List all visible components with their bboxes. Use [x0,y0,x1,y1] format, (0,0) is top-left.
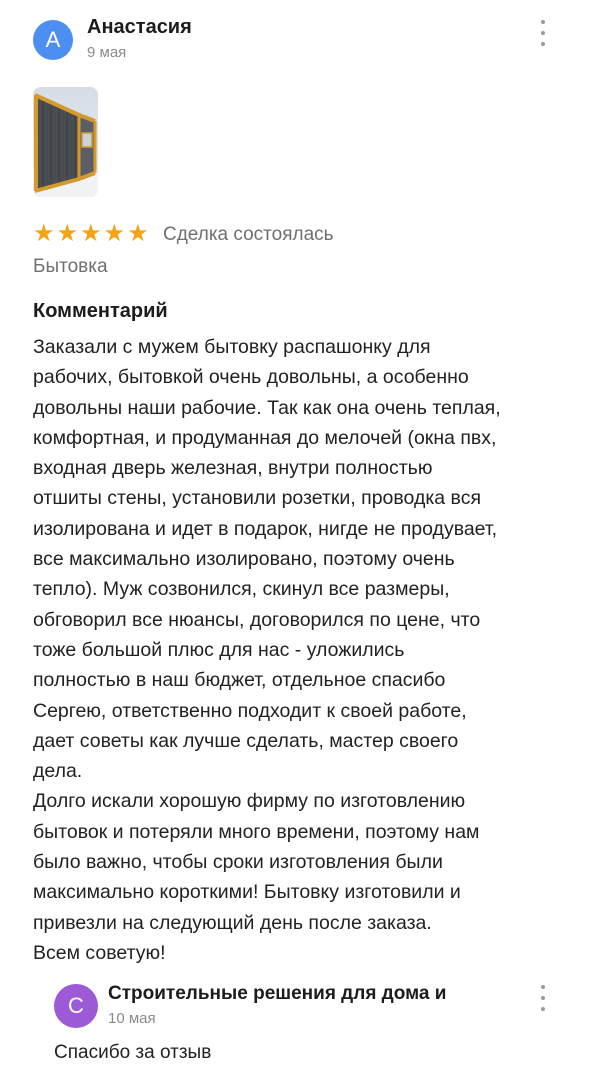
comment-line: дела. [33,760,83,783]
review-menu-icon[interactable] [536,20,550,46]
seller-avatar[interactable] [54,984,98,1028]
comment-line: тоже большой плюс для нас - уложились [33,638,405,661]
star-icon: ★ [33,220,55,247]
comment-line: Всем советую! [33,941,166,964]
comment-line: дает советы как лучше сделать, мастер своего [33,729,459,752]
seller-name[interactable]: Строительные решения для дома и [108,983,447,1004]
seller-avatar-initial: С [68,993,84,1018]
reply-menu-icon[interactable] [536,985,550,1011]
author-name[interactable]: Анастасия [87,16,192,38]
reply-date: 10 мая [108,1010,156,1027]
deal-status: Сделка состоялась [163,224,334,245]
star-icon: ★ [127,220,149,247]
review-photo[interactable] [33,87,98,197]
comment-line: изолирована и идет в подарок, нигде не продувает, [33,517,498,540]
comment-text [33,332,573,968]
star-icon: ★ [56,220,79,247]
comment-line: обговорил все нюансы, договорился по цене, что [33,608,481,631]
comment-line: рабочих, бытовкой очень довольны, а особенно [33,366,469,389]
comment-line: тепло). Муж созвонился, скинул все размеры, [33,578,450,601]
star-icon: ★ [80,220,102,247]
author-avatar-initial: А [45,27,61,52]
comment-line: Сергею, ответственно подходит к своей работе, [33,699,467,722]
comment-line: комфортная, и продуманная до мелочей (окна пвх, [33,426,497,449]
review-category: Бытовка [33,256,108,277]
comment-line: максимально короткими! Бытовку изготовили и [33,881,461,904]
comment-line: отшиты стены, установили розетки, проводка вся [33,487,482,510]
rating-stars [33,222,149,246]
comment-title: Комментарий [33,300,168,322]
comment-line: довольны наши рабочие. Так как она очень теплая, [33,396,501,419]
comment-line: входная дверь железная, внутри полностью [33,457,433,480]
comment-line: Заказали с мужем бытовку распашонку для [33,336,431,358]
review-date: 9 мая [87,44,127,61]
star-icon: ★ [103,220,126,247]
author-avatar[interactable] [33,20,73,60]
reply-text: Спасибо за отзыв [54,1042,212,1063]
comment-line: было важно, чтобы сроки изготовления были [33,851,443,874]
comment-line: бытовок и потеряли много времени, поэтому нам [33,820,480,843]
comment-line: Долго искали хорошую фирму по изготовлению [33,790,466,813]
comment-line: полностью в наш бюджет, отдельное спасибо [33,669,446,692]
comment-line: все максимально изолировано, поэтому очень [33,548,455,571]
container-photo-image [33,87,98,197]
comment-line: привезли на следующий день после заказа. [33,911,432,934]
